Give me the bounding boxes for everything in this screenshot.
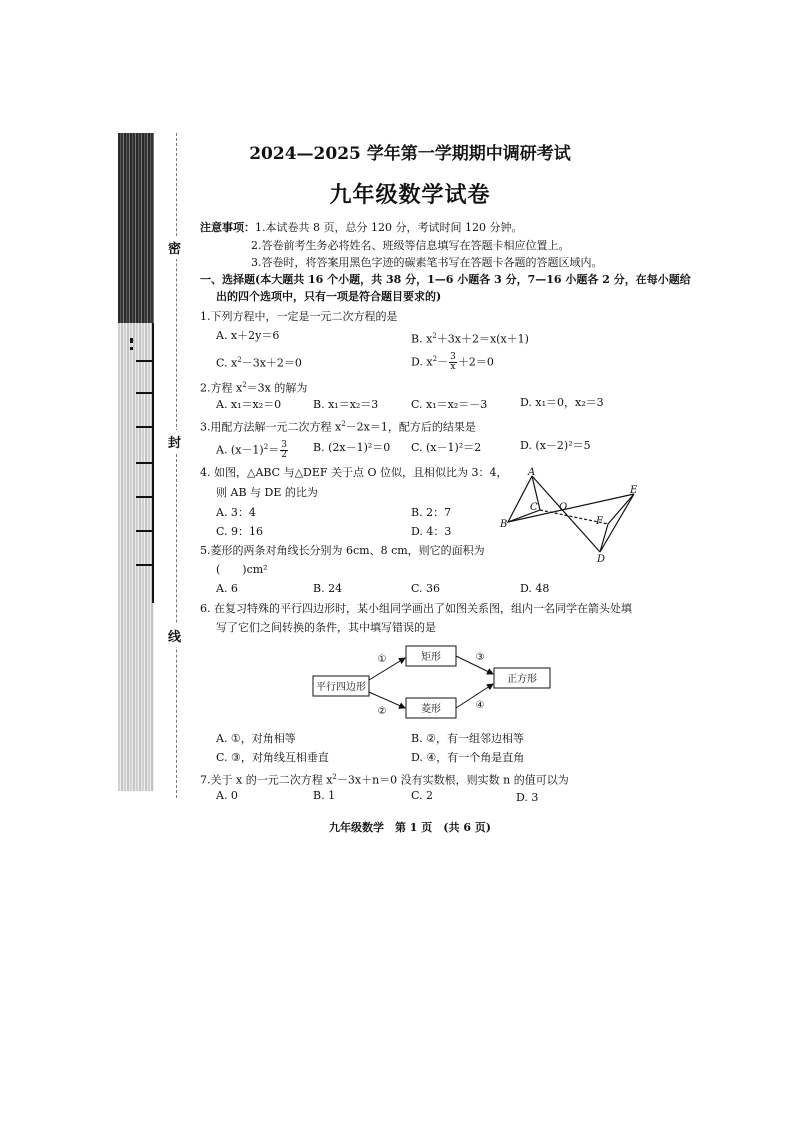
option: B. x₁＝x₂＝3 [313, 398, 379, 411]
option: A. $(x-1)^2=$ $\frac{3}{2}$ [216, 440, 287, 461]
option-text: ＋2＝0 [457, 355, 494, 369]
stem-text: 7.关于 x 的一元二次方程 x [200, 773, 333, 787]
point-label-d: D [597, 554, 606, 564]
fraction [449, 353, 457, 372]
homothety-figure [496, 464, 644, 564]
arrow-4 [456, 684, 493, 708]
option: B. $x^2+3x+2=x(x+1)$ [411, 332, 529, 346]
question-stem: 写了它们之间转换的条件，其中填写错误的是 [216, 621, 436, 634]
fraction-denominator: 2 [281, 450, 287, 461]
point-label-o: O [559, 502, 568, 513]
label-parallelogram: 平行四边形 [316, 682, 366, 693]
binding-tick [136, 564, 152, 566]
binding-tick [136, 392, 152, 394]
fraction-denominator: x [450, 362, 456, 373]
option: C. x₁＝x₂＝－3 [411, 398, 488, 411]
label-condition-4: ④ [475, 700, 485, 711]
option: B. 2：7 [411, 506, 452, 519]
label-square: 正方形 [507, 674, 537, 685]
binding-strip-edge [152, 323, 154, 603]
stem-text: －3x＋n＝0 没有实数根，则实数 n 的值可以为 [336, 773, 569, 787]
question-stem: 6. 在复习特殊的平行四边形时，某小组同学画出了如图关系图，组内一名同学在箭头处填 [200, 602, 632, 615]
option: A. x＋2y＝6 [216, 329, 280, 342]
binding-strip-dark [118, 133, 154, 323]
section-heading: 出的四个选项中，只有一项是符合题目要求的) [216, 290, 442, 303]
option: B. ②，有一组邻边相等 [411, 732, 524, 745]
option: D. ④，有一个角是直角 [411, 751, 525, 764]
point-label-b: B [500, 519, 508, 530]
question-stem: 2.方程 $x^2=3x$ 的解为 [200, 381, 308, 395]
option-text: A. (x－1) [216, 443, 264, 457]
label-condition-2: ② [377, 706, 387, 717]
option-text: － [437, 355, 449, 369]
binding-mark [130, 347, 133, 350]
option: C. $x^2-3x+2=0$ [216, 356, 302, 370]
label-condition-3: ③ [475, 652, 485, 663]
option: B. (2x－1)²＝0 [313, 441, 391, 454]
seal-char: 线 [168, 624, 181, 647]
point-label-f: F [596, 516, 603, 527]
binding-tick [136, 462, 152, 464]
question-stem: 7.关于 x 的一元二次方程 $x^2-3x+n=0$ 没有实数根，则实数 n 的值可以为 [200, 773, 569, 787]
page-footer: 九年级数学 第 1 页 (共 6 页) [328, 821, 492, 834]
option: A. 0 [216, 789, 238, 802]
notes-line: 3.答卷时，将答案用黑色字迹的碳素笔书写在答题卡各题的答题区域内。 [251, 256, 603, 269]
point-label-a: A [528, 467, 536, 478]
option: D. 48 [520, 582, 550, 595]
stem-text: 2.方程 x [200, 381, 243, 395]
notes-line: 2.答卷前考生务必将姓名、班级等信息填写在答题卡相应位置上。 [251, 239, 570, 252]
option: D. 3 [516, 791, 539, 804]
section-heading: 一、选择题(本大题共 16 个小题，共 38 分，1—6 小题各 3 分，7—16 小题各 2 分，在每小题给 [200, 273, 691, 286]
option: C. (x－1)²＝2 [411, 441, 482, 454]
fraction [280, 441, 288, 460]
fraction-numerator: 3 [281, 440, 287, 451]
option-text: D. x [411, 355, 433, 369]
notes-label: 注意事项： [200, 221, 255, 234]
option: D. 4：3 [411, 525, 452, 538]
question-stem: ( )cm² [216, 563, 268, 576]
question-stem: 3.用配方法解一元二次方程 $x^2-2x=1$，配方后的结果是 [200, 420, 476, 434]
label-condition-1: ① [377, 654, 387, 665]
option: C. 9：16 [216, 525, 264, 538]
notes-text: 1.本试卷共 8 页，总分 120 分，考试时间 120 分钟。 [255, 221, 523, 234]
seal-char: 密 [168, 236, 181, 259]
option: A. 6 [216, 582, 238, 595]
point-label-e: E [630, 485, 638, 496]
stem-text: ＝3x 的解为 [246, 381, 308, 395]
triangle-abc [508, 476, 540, 522]
label-rectangle: 矩形 [421, 652, 441, 663]
arrow-2 [369, 692, 405, 708]
exam-subtitle: 九年级数学试卷 [329, 182, 491, 208]
option: A. 3：4 [216, 506, 256, 519]
question-stem: 5.菱形的两条对角线长分别为 6cm、8 cm，则它的面积为 [200, 544, 485, 557]
fraction-numerator: 3 [450, 352, 456, 363]
seal-char: 封 [168, 430, 181, 453]
seal-line [176, 133, 177, 798]
option: A. ①，对角相等 [216, 732, 296, 745]
notes-line [200, 220, 522, 236]
arrow-1 [369, 658, 405, 680]
quadrilateral-relation-diagram [310, 640, 560, 724]
option-text: ＋3x＋2＝x(x＋1) [436, 332, 529, 346]
option: B. 24 [313, 582, 343, 595]
binding-tick [136, 426, 152, 428]
binding-tick [136, 496, 152, 498]
stem-text: －2x＝1，配方后的结果是 [345, 420, 476, 434]
binding-mark [130, 338, 133, 343]
option: C. ③，对角线互相垂直 [216, 751, 329, 764]
option: D. $x^2-$ $\frac{3}{x}$ ＋2＝0 [411, 352, 494, 373]
option-text: －3x＋2＝0 [241, 356, 302, 370]
line-be [508, 494, 634, 522]
arrow-3 [456, 656, 493, 674]
question-stem: 1.下列方程中，一定是一元二次方程的是 [200, 310, 398, 323]
stem-text: 3.用配方法解一元二次方程 x [200, 420, 342, 434]
option: A. x₁＝x₂＝0 [216, 398, 282, 411]
binding-tick [136, 530, 152, 532]
option: B. 1 [313, 789, 336, 802]
binding-tick [136, 360, 152, 362]
option: C. 36 [411, 582, 441, 595]
label-rhombus: 菱形 [421, 704, 441, 715]
option: D. (x－2)²＝5 [520, 439, 591, 452]
question-stem: 4. 如图，△ABC 与△DEF 关于点 O 位似，且相似比为 3：4， [200, 466, 508, 479]
option: C. 2 [411, 789, 434, 802]
option: D. x₁＝0，x₂＝3 [520, 396, 604, 409]
option-text: C. x [216, 356, 238, 370]
question-stem: 则 AB 与 DE 的比为 [216, 486, 318, 499]
point-label-c: C [530, 502, 538, 513]
exam-title: 2024—2025 学年第一学期期中调研考试 [249, 144, 571, 164]
option-text: B. x [411, 332, 433, 346]
option-text: ＝ [268, 443, 280, 457]
